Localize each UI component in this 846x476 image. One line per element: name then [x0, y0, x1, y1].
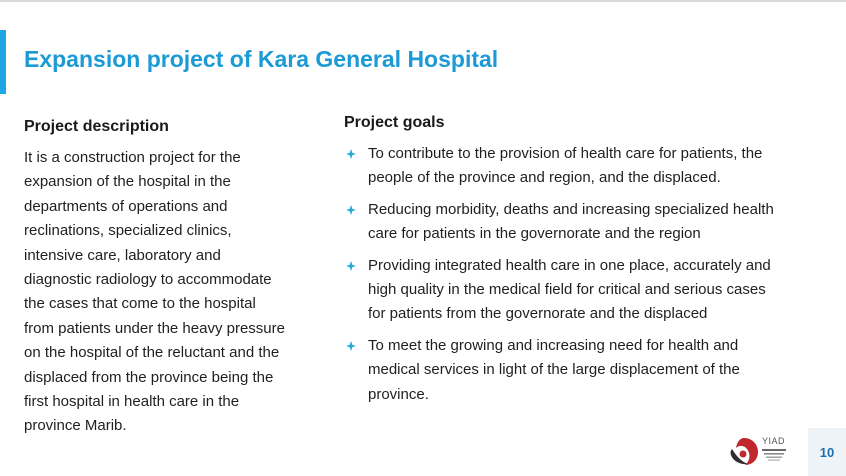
goals-heading: Project goals — [344, 114, 445, 131]
goal-line: Reducing morbidity, deaths and increasing specialized health — [368, 200, 774, 218]
goal-line: province. — [368, 385, 429, 403]
description-line: first hospital in health care in the — [24, 393, 240, 411]
description-line: from patients under the heavy pressure — [24, 319, 285, 337]
goal-item — [344, 198, 824, 247]
logo-text: YIAD — [762, 436, 786, 446]
description-line: intensive care, laboratory and — [24, 246, 221, 264]
yiad-logo-icon — [728, 435, 760, 467]
goal-line: medical services in light of the large displacement of the — [368, 361, 740, 379]
goal-item — [344, 254, 824, 327]
logo-arabic-mark — [762, 448, 788, 462]
diamond-bullet-icon — [346, 341, 356, 351]
description-line: the cases that come to the hospital — [24, 295, 256, 313]
goal-line: care for patients in the governorate and the region — [368, 225, 701, 243]
description-line: It is a construction project for the — [24, 149, 241, 166]
description-line: province Marib. — [24, 417, 127, 435]
goal-line: high quality in the medical field for critical and serious cases — [368, 281, 766, 299]
goal-line: for patients from the governorate and the displaced — [368, 305, 708, 323]
goal-line: To contribute to the provision of health care for patients, the — [368, 145, 763, 162]
description-line: expansion of the hospital in the — [24, 173, 231, 191]
goal-item — [344, 334, 824, 407]
description-line: departments of operations and — [24, 197, 228, 215]
goal-line: people of the province and region, and the displaced. — [368, 169, 721, 187]
description-line: displaced from the province being the — [24, 368, 274, 386]
goal-line: Providing integrated health care in one place, accurately and — [368, 256, 771, 274]
page-number-box — [808, 428, 846, 476]
organization-logo — [728, 433, 792, 469]
diamond-bullet-icon — [346, 261, 356, 271]
title-accent-bar — [0, 30, 6, 94]
description-line: diagnostic radiology to accommodate — [24, 271, 272, 289]
description-line: on the hospital of the reluctant and the — [24, 344, 280, 362]
slide-title: Expansion project of Kara General Hospital — [24, 46, 499, 72]
goal-item — [344, 142, 824, 191]
diamond-bullet-icon — [346, 149, 356, 159]
description-section — [24, 118, 324, 439]
description-heading: Project description — [24, 118, 169, 135]
top-divider — [0, 0, 846, 2]
description-line: reclinations, specialized clinics, — [24, 222, 232, 240]
description-text — [24, 146, 324, 439]
goals-section — [344, 114, 824, 414]
diamond-bullet-icon — [346, 205, 356, 215]
page-number: 10 — [819, 445, 835, 460]
goal-line: To meet the growing and increasing need for health and — [368, 336, 739, 354]
